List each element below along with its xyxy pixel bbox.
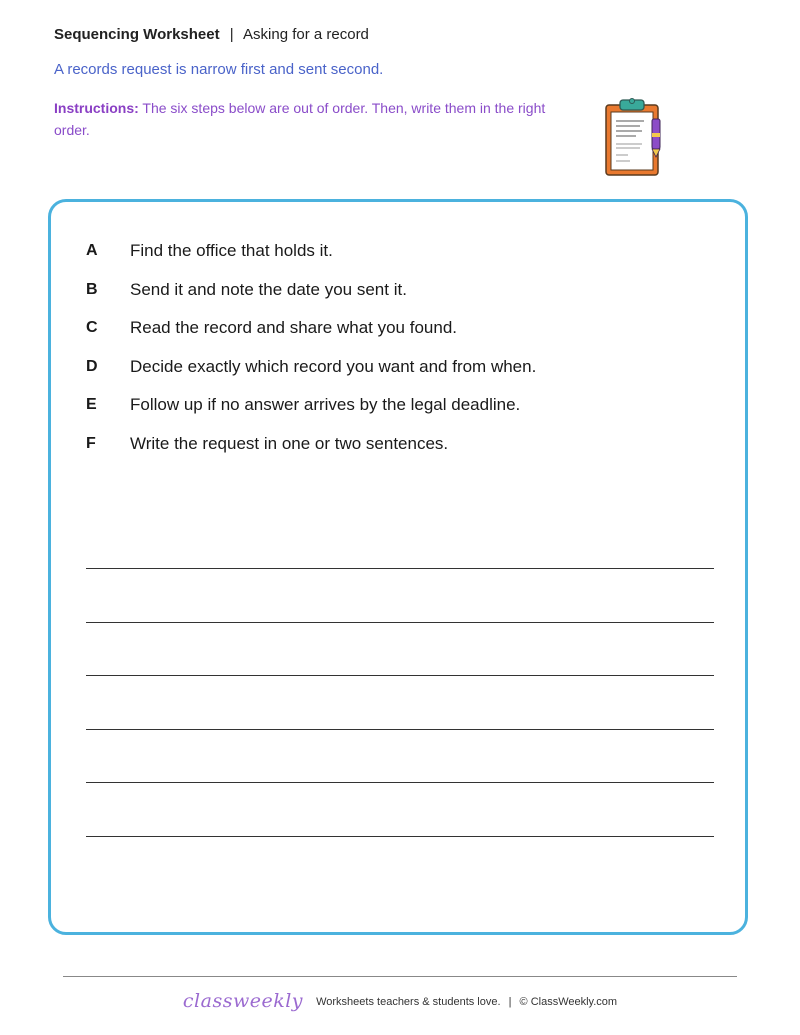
step-item — [86, 348, 536, 387]
step-item — [86, 271, 536, 310]
steps-list — [86, 232, 536, 463]
step-item — [86, 232, 536, 271]
brand-logo: classweekly — [182, 990, 304, 1012]
step-letter: F — [86, 434, 96, 452]
answer-line[interactable] — [86, 782, 714, 783]
worksheet-topic: Asking for a record — [243, 26, 369, 43]
footer — [0, 990, 800, 1012]
answer-lines — [86, 568, 714, 889]
answer-line[interactable] — [86, 622, 714, 623]
step-item — [86, 386, 536, 425]
step-letter: A — [86, 242, 98, 260]
step-letter: D — [86, 357, 98, 375]
step-item — [86, 309, 536, 348]
footer-tagline: Worksheets teachers & students love. — [316, 996, 501, 1008]
step-letter: E — [86, 396, 97, 414]
step-text: Write the request in one or two sentences. — [130, 433, 449, 453]
step-text: Send it and note the date you sent it. — [130, 279, 407, 299]
step-letter: C — [86, 319, 98, 337]
step-text: Decide exactly which record you want and from when. — [130, 356, 537, 376]
worksheet-title: Sequencing Worksheet — [54, 26, 220, 43]
clipboard-icon — [600, 97, 666, 179]
answer-line[interactable] — [86, 729, 714, 730]
answer-line[interactable] — [86, 836, 714, 837]
answer-line[interactable] — [86, 675, 714, 676]
step-letter: B — [86, 280, 98, 298]
header-separator: | — [229, 26, 234, 43]
instructions-label: Instructions: — [54, 100, 139, 116]
worksheet-header — [54, 26, 369, 43]
answer-line[interactable] — [86, 568, 714, 569]
step-text: Find the office that holds it. — [130, 241, 333, 261]
footer-divider — [63, 976, 737, 977]
step-text: Read the record and share what you found. — [130, 318, 457, 338]
instructions-text: The six steps below are out of order. Then, write them in the right order. — [54, 100, 546, 138]
footer-copyright: © ClassWeekly.com — [519, 996, 618, 1008]
step-text: Follow up if no answer arrives by the legal deadline. — [130, 395, 521, 415]
instructions — [54, 97, 574, 141]
worksheet-subtitle: A records request is narrow first and sent second. — [54, 61, 384, 78]
footer-separator: | — [508, 996, 512, 1008]
step-item — [86, 425, 536, 464]
